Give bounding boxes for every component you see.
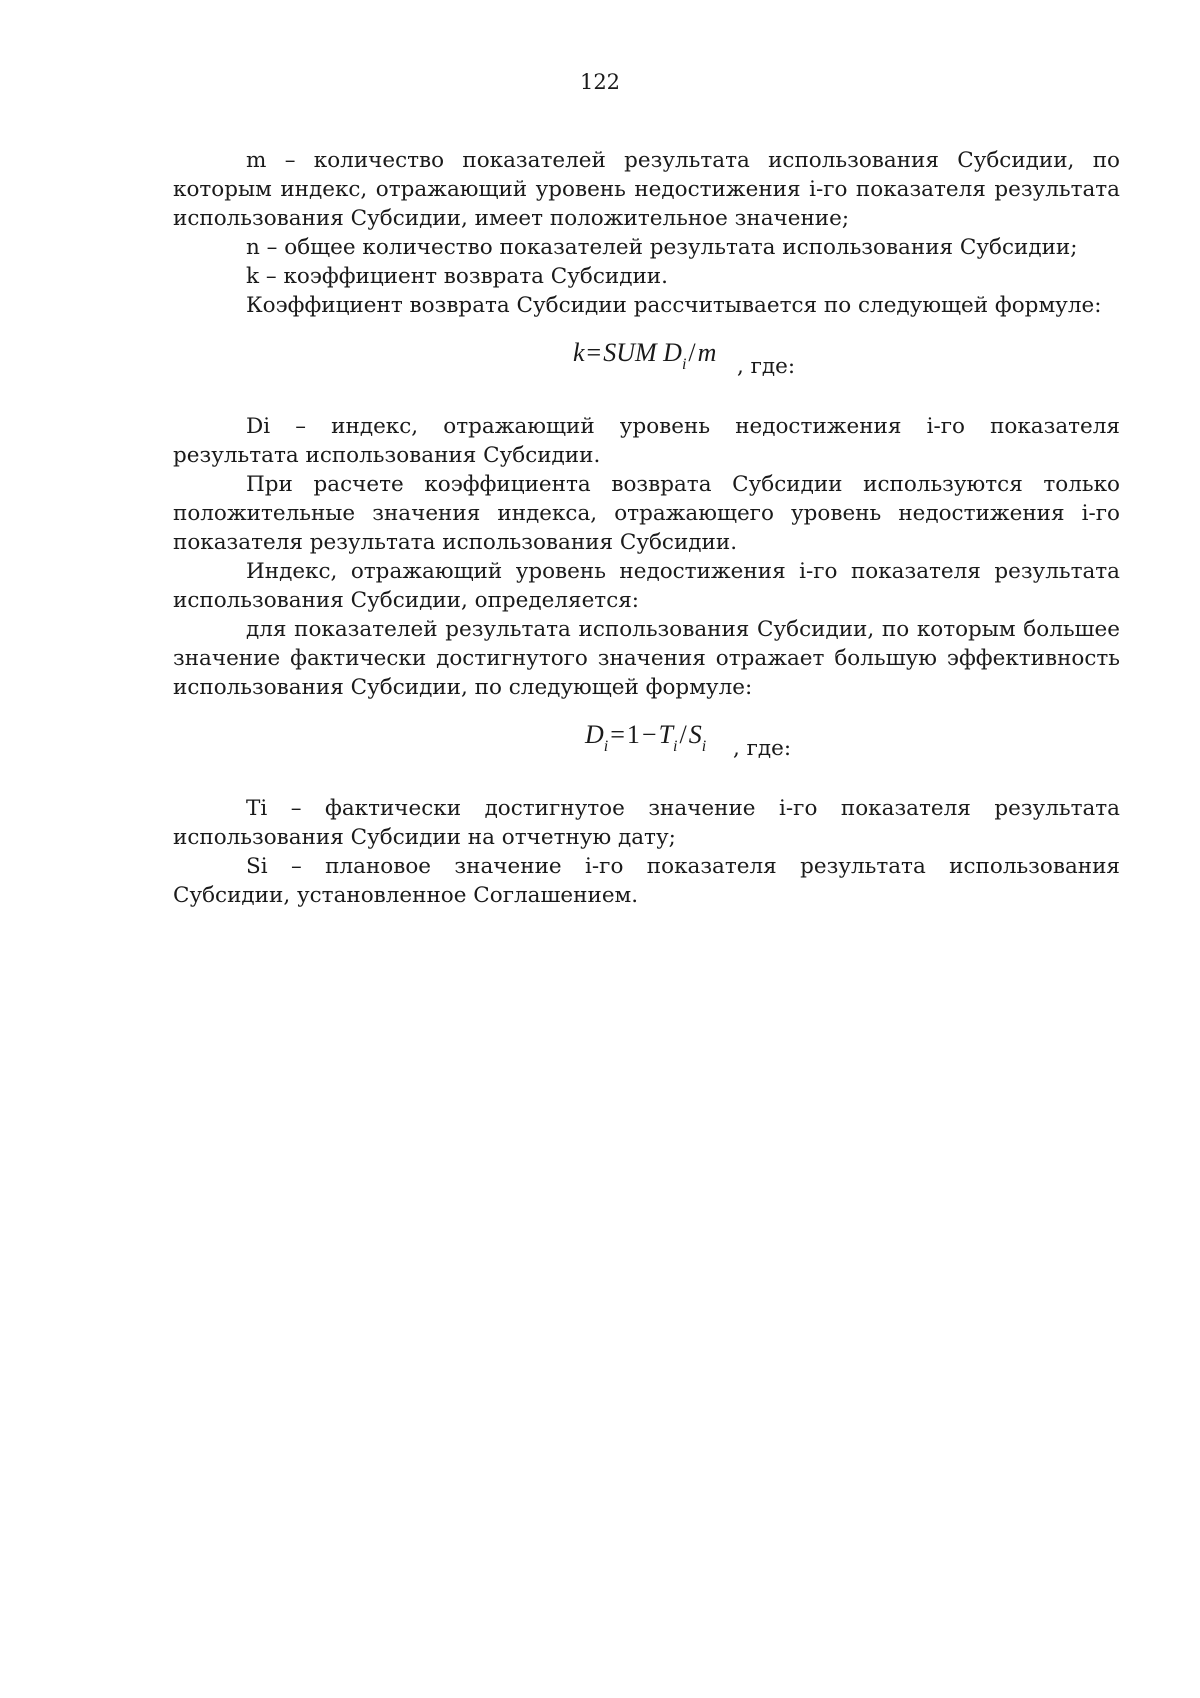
paragraph-formula-intro: Коэффициент возврата Субсидии рассчитывается по следующей формуле: — [246, 293, 1102, 318]
paragraph-positive-values: При расчете коэффициента возврата Субсидии используются только положительные значения индекса, отражающего уровень недостижения i-го показателя результата использования Субсидии. — [173, 472, 1120, 555]
paragraph-indicator-rule: для показателей результата использования Субсидии, по которым большее значение фактически достигнутого значения отражает большую эффективность использования Субсидии, по следующей формуле: — [173, 617, 1120, 700]
page-number: 122 — [579, 70, 621, 94]
formula-expression: k=SUM $D_i/m$ — [573, 338, 717, 373]
paragraph-k-definition: k – коэффициент возврата Субсидии. — [246, 264, 668, 289]
formula-index-di — [173, 708, 1120, 776]
formula-where-label: , где: — [733, 736, 792, 761]
formula-where-label: , где: — [737, 354, 796, 379]
formula-return-coefficient — [173, 326, 1120, 394]
paragraph-si-definition: Si – плановое значение i-го показателя результата использования Субсидии, установленное Соглашением. — [173, 854, 1120, 908]
paragraph-m-definition: m – количество показателей результата использования Субсидии, по которым индекс, отражающий уровень недостижения i-го показателя результата использования Субсидии, имеет положительное значение; — [173, 148, 1120, 231]
paragraph-n-definition: n – общее количество показателей результата использования Субсидии; — [246, 235, 1078, 260]
paragraph-index-determined: Индекс, отражающий уровень недостижения i-го показателя результата использования Субсидии, определяется: — [173, 559, 1120, 613]
formula-expression: $D_i=1-T_i/S_i$ — [585, 720, 707, 755]
paragraph-di-definition: Di – индекс, отражающий уровень недостижения i-го показателя результата использования Субсидии. — [173, 414, 1120, 468]
paragraph-ti-definition: Ti – фактически достигнутое значение i-го показателя результата использования Субсидии на отчетную дату; — [173, 796, 1120, 850]
document-body — [173, 146, 1120, 910]
